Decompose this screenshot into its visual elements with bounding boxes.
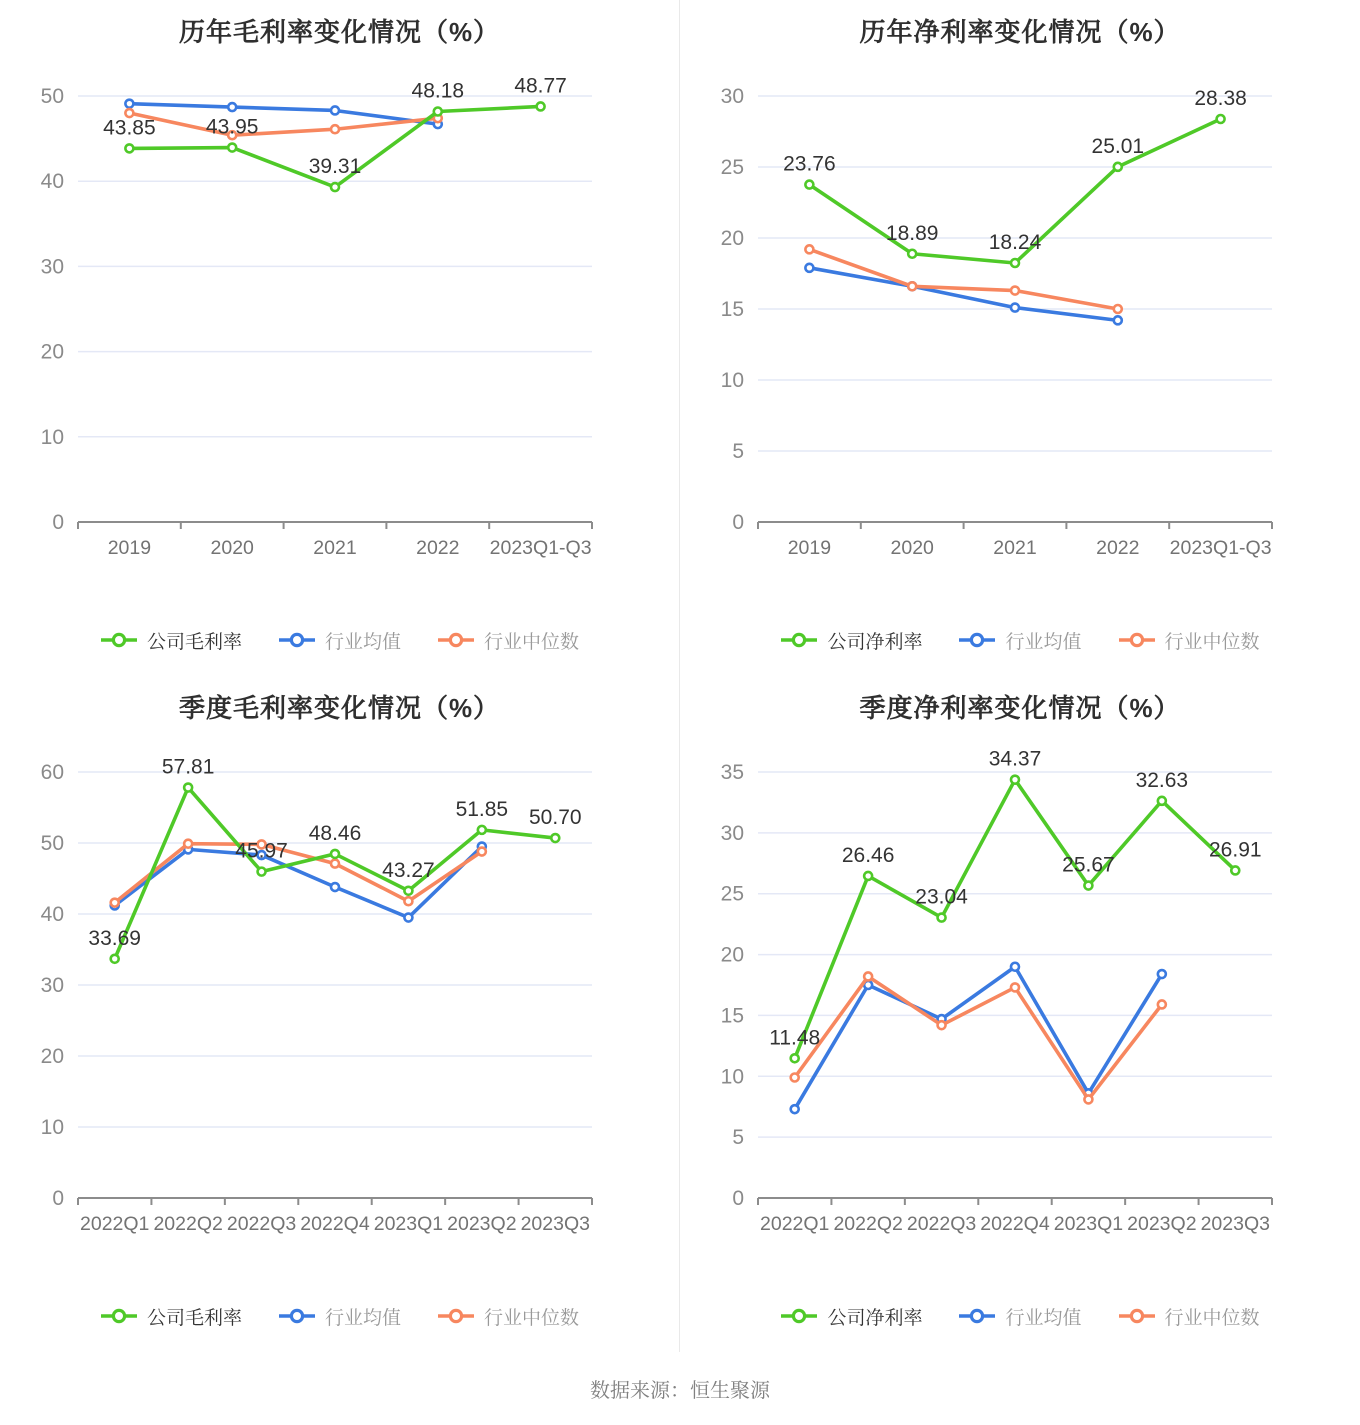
quarterly-net-margin-chart bbox=[680, 730, 1358, 1290]
data-point-marker bbox=[1231, 866, 1239, 874]
data-point-marker bbox=[1158, 1000, 1166, 1008]
chart-title-quarterly-net-margin: 季度净利率变化情况（%） bbox=[859, 693, 1181, 723]
legend-line-marker-icon bbox=[100, 1308, 138, 1324]
legend-item-median[interactable] bbox=[1118, 1303, 1260, 1330]
legend-line-marker-icon bbox=[1118, 1308, 1156, 1324]
legend-line-marker-icon bbox=[958, 632, 996, 648]
legend-line-marker-icon bbox=[278, 1308, 316, 1324]
y-axis-label: 15 bbox=[720, 1004, 744, 1028]
data-point-label: 28.38 bbox=[1194, 87, 1247, 111]
series-mean bbox=[805, 264, 1121, 325]
legend-label: 行业均值 bbox=[1005, 1307, 1082, 1329]
legend-label: 行业均值 bbox=[1005, 631, 1082, 653]
legend-item-mean[interactable] bbox=[958, 1303, 1081, 1330]
chart-card-quarterly-net-margin bbox=[680, 676, 1360, 1352]
data-point-marker bbox=[1011, 963, 1019, 971]
data-point-marker bbox=[791, 1074, 799, 1082]
y-axis-label: 25 bbox=[720, 156, 744, 179]
data-point-label: 26.46 bbox=[841, 843, 895, 867]
legend-line-marker-icon bbox=[100, 632, 138, 648]
legend-label: 公司毛利率 bbox=[146, 1307, 242, 1329]
legend-label: 公司净利率 bbox=[827, 631, 923, 653]
x-axis-label: 2023Q1 bbox=[373, 1213, 444, 1235]
legend-item-company[interactable] bbox=[780, 1303, 922, 1330]
data-point-label: 51.85 bbox=[455, 797, 509, 821]
data-point-marker bbox=[478, 848, 486, 856]
chart-title-quarterly-gross-margin: 季度毛利率变化情况（%） bbox=[178, 693, 501, 723]
y-axis-label: 20 bbox=[40, 1045, 64, 1068]
data-point-marker bbox=[864, 972, 872, 980]
series-company bbox=[783, 87, 1247, 267]
data-point-label: 11.48 bbox=[769, 1026, 821, 1050]
legend-label: 行业中位数 bbox=[1164, 1307, 1260, 1329]
data-point-label: 25.01 bbox=[1091, 134, 1145, 158]
data-point-marker bbox=[864, 872, 872, 880]
data-point-label: 48.77 bbox=[514, 74, 567, 98]
series-company bbox=[88, 756, 581, 963]
legend-item-median[interactable] bbox=[437, 627, 579, 654]
legend-item-mean[interactable] bbox=[958, 627, 1081, 654]
data-point-marker bbox=[1114, 163, 1122, 171]
legend-line-marker-icon bbox=[780, 632, 818, 648]
data-point-marker bbox=[111, 955, 119, 963]
data-source: 数据来源：恒生聚源 bbox=[590, 1380, 770, 1402]
y-axis-label: 20 bbox=[720, 943, 744, 967]
data-point-label: 18.24 bbox=[988, 230, 1042, 254]
legend-quarterly-net-margin bbox=[680, 1298, 1360, 1334]
series-median bbox=[805, 245, 1121, 313]
data-point-marker bbox=[228, 144, 236, 152]
x-axis-label: 2021 bbox=[993, 537, 1037, 559]
data-point-marker bbox=[1011, 983, 1019, 991]
x-axis-label: 2023Q1 bbox=[1053, 1213, 1124, 1235]
data-point-marker bbox=[1011, 304, 1019, 312]
quarterly-gross-margin-chart bbox=[0, 730, 678, 1290]
data-point-marker bbox=[228, 103, 236, 111]
x-axis-label: 2023Q3 bbox=[520, 1213, 590, 1235]
data-point-marker bbox=[1011, 287, 1019, 295]
data-point-marker bbox=[551, 834, 559, 842]
data-point-marker bbox=[478, 826, 486, 834]
x-axis-label: 2022Q4 bbox=[980, 1213, 1050, 1235]
data-point-marker bbox=[1158, 970, 1166, 978]
data-point-marker bbox=[805, 264, 813, 272]
chart-svg bbox=[0, 54, 678, 614]
chart-card-annual-net-margin bbox=[680, 0, 1360, 676]
x-axis-label: 2020 bbox=[210, 537, 254, 559]
legend-item-company[interactable] bbox=[780, 627, 922, 654]
data-point-marker bbox=[404, 897, 412, 905]
legend-annual-net-margin bbox=[680, 622, 1360, 658]
x-axis-label: 2022Q2 bbox=[833, 1213, 903, 1235]
data-point-label: 43.85 bbox=[103, 116, 156, 140]
data-point-marker bbox=[404, 914, 412, 922]
x-axis-label: 2021 bbox=[313, 537, 357, 559]
series-mean bbox=[791, 963, 1166, 1113]
data-point-marker bbox=[404, 887, 412, 895]
y-axis-label: 30 bbox=[40, 974, 64, 997]
x-axis-label: 2023Q1-Q3 bbox=[489, 537, 592, 559]
series-median bbox=[125, 109, 441, 139]
data-point-marker bbox=[1114, 316, 1122, 324]
data-point-marker bbox=[331, 183, 339, 191]
y-axis-label: 50 bbox=[40, 832, 64, 855]
data-point-label: 26.91 bbox=[1209, 838, 1262, 862]
chart-card-quarterly-gross-margin bbox=[0, 676, 680, 1352]
legend-label: 公司净利率 bbox=[827, 1307, 923, 1329]
data-point-marker bbox=[1158, 797, 1166, 805]
data-point-label: 32.63 bbox=[1135, 768, 1189, 792]
chart-title-annual-net-margin: 历年净利率变化情况（%） bbox=[859, 17, 1181, 47]
data-point-label: 23.04 bbox=[915, 885, 968, 909]
y-axis-label: 10 bbox=[40, 425, 64, 449]
chart-title-annual-gross-margin: 历年毛利率变化情况（%） bbox=[178, 17, 501, 47]
data-point-marker bbox=[805, 245, 813, 253]
x-axis-label: 2023Q2 bbox=[1127, 1213, 1197, 1235]
x-axis-label: 2023Q1-Q3 bbox=[1169, 537, 1272, 559]
chart-svg bbox=[680, 54, 1358, 614]
data-point-marker bbox=[331, 106, 339, 114]
legend-item-median[interactable] bbox=[437, 1303, 579, 1330]
data-point-marker bbox=[125, 144, 133, 152]
y-axis-label: 20 bbox=[720, 227, 744, 250]
x-axis-label: 2019 bbox=[107, 537, 152, 559]
y-axis-label: 40 bbox=[40, 903, 64, 926]
y-axis-label: 25 bbox=[720, 882, 744, 906]
data-point-marker bbox=[111, 899, 119, 907]
y-axis-label: 10 bbox=[720, 369, 744, 392]
x-axis-label: 2022 bbox=[416, 537, 460, 559]
x-axis-label: 2022Q4 bbox=[300, 1213, 370, 1235]
legend-quarterly-gross-margin bbox=[0, 1298, 679, 1334]
data-point-marker bbox=[258, 868, 266, 876]
y-axis-label: 30 bbox=[720, 821, 744, 845]
legend-item-company[interactable] bbox=[100, 1303, 242, 1330]
data-point-marker bbox=[434, 108, 442, 116]
data-point-marker bbox=[537, 102, 545, 110]
y-axis-label: 60 bbox=[40, 761, 64, 784]
legend-label: 行业中位数 bbox=[484, 1307, 580, 1329]
legend-line-marker-icon bbox=[278, 632, 316, 648]
data-point-marker bbox=[1114, 305, 1122, 313]
legend-label: 公司毛利率 bbox=[146, 631, 242, 653]
legend-item-mean[interactable] bbox=[278, 1303, 401, 1330]
y-axis-label: 5 bbox=[732, 1126, 744, 1150]
legend-line-marker-icon bbox=[1118, 632, 1156, 648]
legend-item-median[interactable] bbox=[1118, 627, 1260, 654]
data-point-marker bbox=[125, 100, 133, 108]
legend-label: 行业中位数 bbox=[1164, 631, 1260, 653]
data-point-marker bbox=[1217, 115, 1225, 123]
data-point-marker bbox=[1011, 259, 1019, 267]
data-point-marker bbox=[791, 1105, 799, 1113]
y-axis-label: 35 bbox=[720, 761, 744, 784]
x-axis-label: 2023Q2 bbox=[447, 1213, 517, 1235]
y-axis-label: 30 bbox=[40, 255, 64, 279]
data-point-marker bbox=[331, 860, 339, 868]
chart-svg bbox=[0, 730, 678, 1290]
y-axis-label: 30 bbox=[720, 85, 744, 108]
data-point-marker bbox=[1084, 1095, 1092, 1103]
y-axis-label: 50 bbox=[40, 85, 64, 108]
legend-line-marker-icon bbox=[437, 1308, 475, 1324]
data-point-label: 43.27 bbox=[382, 858, 435, 882]
data-point-marker bbox=[805, 181, 813, 189]
chart-card-annual-gross-margin bbox=[0, 0, 680, 676]
x-axis-label: 2022Q1 bbox=[80, 1213, 150, 1235]
x-axis-label: 2022Q3 bbox=[906, 1213, 977, 1235]
x-axis-label: 2022Q3 bbox=[226, 1213, 297, 1235]
y-axis-label: 0 bbox=[52, 1187, 64, 1210]
y-axis-label: 40 bbox=[40, 170, 64, 194]
data-point-marker bbox=[331, 125, 339, 133]
y-axis-label: 20 bbox=[40, 340, 64, 364]
data-point-label: 57.81 bbox=[161, 755, 215, 779]
data-point-label: 43.95 bbox=[205, 115, 259, 139]
legend-label: 行业均值 bbox=[324, 631, 401, 653]
x-axis-label: 2022 bbox=[1096, 537, 1140, 559]
data-point-marker bbox=[184, 784, 192, 792]
data-point-label: 34.37 bbox=[988, 747, 1042, 771]
data-point-label: 18.89 bbox=[885, 221, 939, 245]
annual-net-margin-chart bbox=[680, 54, 1358, 614]
data-point-marker bbox=[938, 1021, 946, 1029]
data-point-marker bbox=[331, 883, 339, 891]
data-point-marker bbox=[938, 914, 946, 922]
data-point-label: 48.18 bbox=[411, 79, 465, 103]
data-point-marker bbox=[1084, 882, 1092, 890]
data-point-label: 39.31 bbox=[308, 155, 362, 179]
legend-line-marker-icon bbox=[958, 1308, 996, 1324]
y-axis-label: 0 bbox=[732, 1187, 744, 1210]
data-point-marker bbox=[331, 850, 339, 858]
data-point-marker bbox=[1011, 776, 1019, 784]
y-axis-label: 0 bbox=[732, 511, 744, 534]
annual-gross-margin-chart bbox=[0, 54, 678, 614]
x-axis-label: 2023Q3 bbox=[1200, 1213, 1270, 1235]
data-point-marker bbox=[908, 250, 916, 258]
legend-item-mean[interactable] bbox=[278, 627, 401, 654]
y-axis-label: 15 bbox=[720, 298, 744, 321]
legend-label: 行业均值 bbox=[324, 1307, 401, 1329]
data-point-label: 45.97 bbox=[235, 839, 288, 863]
data-point-marker bbox=[908, 282, 916, 290]
y-axis-label: 10 bbox=[40, 1116, 64, 1139]
y-axis-label: 10 bbox=[720, 1065, 744, 1089]
data-point-marker bbox=[791, 1054, 799, 1062]
x-axis-label: 2022Q1 bbox=[760, 1213, 830, 1235]
legend-item-company[interactable] bbox=[100, 627, 242, 654]
data-point-label: 48.46 bbox=[308, 821, 362, 845]
legend-line-marker-icon bbox=[780, 1308, 818, 1324]
data-point-label: 25.67 bbox=[1062, 853, 1115, 877]
legend-annual-gross-margin bbox=[0, 622, 679, 658]
y-axis-label: 5 bbox=[732, 440, 744, 463]
legend-line-marker-icon bbox=[437, 632, 475, 648]
chart-svg bbox=[680, 730, 1358, 1290]
data-point-label: 33.69 bbox=[88, 926, 141, 950]
data-point-label: 50.70 bbox=[529, 806, 582, 830]
x-axis-label: 2019 bbox=[787, 537, 832, 559]
data-point-marker bbox=[184, 840, 192, 848]
x-axis-label: 2020 bbox=[890, 537, 934, 559]
y-axis-label: 0 bbox=[52, 511, 64, 534]
data-point-label: 23.76 bbox=[783, 152, 836, 176]
legend-label: 行业中位数 bbox=[484, 631, 580, 653]
x-axis-label: 2022Q2 bbox=[153, 1213, 223, 1235]
